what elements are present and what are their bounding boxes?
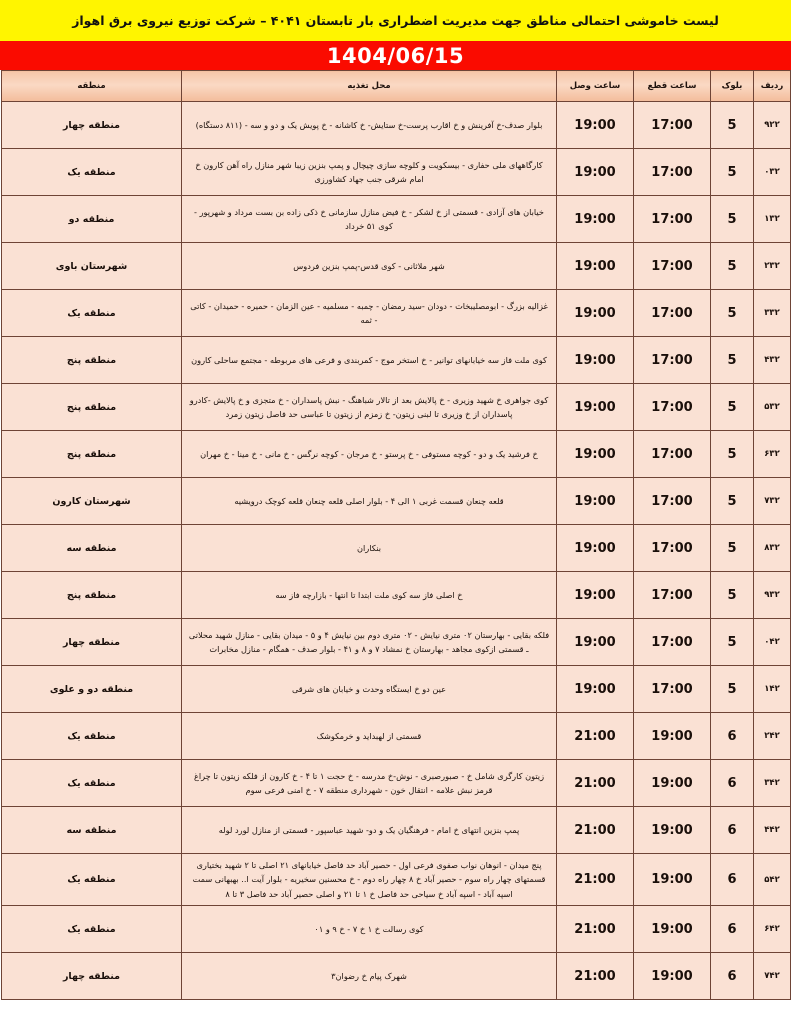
zone-cell: منطقه چهار [2, 102, 182, 149]
outage-time-cell: 19:00 [634, 953, 711, 1000]
column-header-row-number: ردیف [754, 71, 791, 102]
zone-cell: شهرستان باوی [2, 243, 182, 290]
zone-cell: منطقه چهار [2, 953, 182, 1000]
zone-cell: منطقه پنج [2, 572, 182, 619]
restore-time-cell: 21:00 [557, 906, 634, 953]
column-header-outage-time: ساعت قطع [634, 71, 711, 102]
feed-location-cell: قلعه چنعان قسمت غربی ۱ الی ۴ - بلوار اصلی قلعه چنعان قلعه کوچک درویشیه [182, 478, 557, 525]
restore-time-cell: 21:00 [557, 713, 634, 760]
restore-time-cell: 19:00 [557, 290, 634, 337]
date-bar [0, 41, 791, 70]
feed-location-cell: شهرک پیام خ رضوان۳ [182, 953, 557, 1000]
row-number-cell: ۲۳۲ [754, 243, 791, 290]
row-number-cell: ۲۴۱ [754, 666, 791, 713]
row-number-cell: ۲۲۹ [754, 102, 791, 149]
feed-location-cell: کوی رسالت خ ۱ خ ۷ - خ ۹ و ۱۰ [182, 906, 557, 953]
block-cell: 6 [711, 760, 754, 807]
row-number-cell: ۲۳۵ [754, 384, 791, 431]
feed-location-cell: قسمتی از لهبداید و خرمکوشک [182, 713, 557, 760]
table-row [2, 149, 791, 196]
block-cell: 5 [711, 243, 754, 290]
outage-time-cell: 17:00 [634, 243, 711, 290]
block-cell: 5 [711, 572, 754, 619]
block-cell: 5 [711, 478, 754, 525]
row-number-cell: ۲۴۵ [754, 854, 791, 906]
table-row [2, 953, 791, 1000]
zone-cell: شهرستان کارون [2, 478, 182, 525]
zone-cell: منطقه یک [2, 713, 182, 760]
table-row [2, 906, 791, 953]
column-header-zone: منطقه [2, 71, 182, 102]
block-cell: 6 [711, 854, 754, 906]
feed-location-cell: خیابان های آزادی - قسمتی از خ لشکر - خ فیض منازل سازمانی خ ذکی زاده بن بست مرداد و شهرپور - کوی ۱۵ خرداد [182, 196, 557, 243]
table-row [2, 854, 791, 906]
block-cell: 6 [711, 713, 754, 760]
block-cell: 6 [711, 807, 754, 854]
outage-time-cell: 17:00 [634, 149, 711, 196]
table-row [2, 478, 791, 525]
row-number-cell: ۲۳۳ [754, 290, 791, 337]
row-number-cell: ۲۳۱ [754, 196, 791, 243]
zone-cell: منطقه سه [2, 807, 182, 854]
feed-location-cell: خ اصلی فاز سه کوی ملت ابتدا تا انتها - بازارچه فاز سه [182, 572, 557, 619]
table-header [2, 71, 791, 102]
block-cell: 5 [711, 431, 754, 478]
feed-location-cell: پنج میدان - انوهان نواب صفوی فرعی اول - حصیر آباد حد فاصل خیابانهای ۱۲ اصلی تا ۲ شهید بختیاری قسمتهای چهار راه سوم - حصیر آباد خ ۸ چهار راه دوم - خ محسنین سخیریه - بلوار آیت ا.. بهبهانی سمت اسپه آباد - اسپه آباد خ سیاحی حد فاصل خ ۱ تا ۱۲ و اصلی حصیر آباد حد فاصل ۳ تا ۸ [182, 854, 557, 906]
zone-cell: منطقه یک [2, 290, 182, 337]
feed-location-cell: بنکاران [182, 525, 557, 572]
block-cell: 5 [711, 666, 754, 713]
restore-time-cell: 19:00 [557, 478, 634, 525]
zone-cell: منطقه پنج [2, 337, 182, 384]
outage-time-cell: 17:00 [634, 290, 711, 337]
restore-time-cell: 19:00 [557, 196, 634, 243]
column-header-feed-location: محل تغذیه [182, 71, 557, 102]
row-number-cell: ۲۴۷ [754, 953, 791, 1000]
column-header-block: بلوک [711, 71, 754, 102]
outage-time-cell: 19:00 [634, 807, 711, 854]
table-row [2, 619, 791, 666]
row-number-cell: ۲۴۰ [754, 619, 791, 666]
feed-location-cell: غزالیه بزرگ - ابومصلیبخات - دودان -سید رمضان - چمبه - مسلمیه - عین الزمان - حمیره - حمیدان - کاتی - ثمه [182, 290, 557, 337]
block-cell: 6 [711, 906, 754, 953]
table-row [2, 196, 791, 243]
outage-time-cell: 17:00 [634, 478, 711, 525]
zone-cell: منطقه یک [2, 854, 182, 906]
row-number-cell: ۲۳۷ [754, 478, 791, 525]
block-cell: 5 [711, 384, 754, 431]
restore-time-cell: 19:00 [557, 431, 634, 478]
restore-time-cell: 19:00 [557, 525, 634, 572]
row-number-cell: ۲۴۲ [754, 713, 791, 760]
row-number-cell: ۲۴۳ [754, 760, 791, 807]
restore-time-cell: 19:00 [557, 572, 634, 619]
block-cell: 5 [711, 525, 754, 572]
row-number-cell: ۲۳۰ [754, 149, 791, 196]
restore-time-cell: 21:00 [557, 953, 634, 1000]
table-row [2, 525, 791, 572]
table-row [2, 102, 791, 149]
table-row [2, 384, 791, 431]
schedule-date: 1404/06/15 [326, 43, 465, 68]
table-row [2, 807, 791, 854]
restore-time-cell: 19:00 [557, 102, 634, 149]
restore-time-cell: 19:00 [557, 149, 634, 196]
zone-cell: منطقه دو و علوی [2, 666, 182, 713]
restore-time-cell: 21:00 [557, 854, 634, 906]
outage-time-cell: 17:00 [634, 384, 711, 431]
table-row [2, 572, 791, 619]
table-container [0, 70, 791, 1024]
feed-location-cell: بلوار صدف-خ آفرینش و خ اقارب پرست-خ ستایش- خ کاشانه - خ پویش یک و دو و سه - (۱۱۸ دستگاه) [182, 102, 557, 149]
restore-time-cell: 19:00 [557, 666, 634, 713]
row-number-cell: ۲۴۴ [754, 807, 791, 854]
feed-location-cell: فلکه بقایی - بهارستان ۲۰ متری نیایش - ۲۰ متری دوم بین نیایش ۴ و ۵ - میدان بقایی - منازل شهید محلاتی ـ قسمتی ازکوی مجاهد - بهارستان خ نمشاد ۷ و ۸ و ۱۴ - بلوار صدف - همگام - منازل مخابرات [182, 619, 557, 666]
row-number-cell: ۲۳۹ [754, 572, 791, 619]
table-row [2, 337, 791, 384]
feed-location-cell: عین دو خ ایستگاه وحدت و خیابان های شرقی [182, 666, 557, 713]
outage-time-cell: 17:00 [634, 525, 711, 572]
zone-cell: منطقه سه [2, 525, 182, 572]
zone-cell: منطقه دو [2, 196, 182, 243]
block-cell: 5 [711, 619, 754, 666]
outage-time-cell: 19:00 [634, 760, 711, 807]
page-title: لیست خاموشی احتمالی مناطق جهت مدیریت اضطراری بار تابستان ۱۴۰۴ – شرکت توزیع نیروی برق اهواز [72, 12, 719, 28]
feed-location-cell: پمپ بنزین انتهای خ امام - فرهنگیان یک و دو- شهید عباسپور - قسمتی از منازل لورد لوله [182, 807, 557, 854]
outage-time-cell: 17:00 [634, 666, 711, 713]
block-cell: 5 [711, 337, 754, 384]
outage-time-cell: 17:00 [634, 572, 711, 619]
table-row [2, 290, 791, 337]
restore-time-cell: 19:00 [557, 384, 634, 431]
table-row [2, 760, 791, 807]
title-bar [0, 0, 791, 41]
block-cell: 5 [711, 196, 754, 243]
zone-cell: منطقه چهار [2, 619, 182, 666]
restore-time-cell: 19:00 [557, 337, 634, 384]
zone-cell: منطقه پنج [2, 384, 182, 431]
outage-time-cell: 19:00 [634, 713, 711, 760]
outage-time-cell: 17:00 [634, 196, 711, 243]
zone-cell: منطقه یک [2, 906, 182, 953]
row-number-cell: ۲۳۴ [754, 337, 791, 384]
outage-table [1, 70, 791, 1000]
zone-cell: منطقه پنج [2, 431, 182, 478]
outage-time-cell: 17:00 [634, 431, 711, 478]
restore-time-cell: 19:00 [557, 243, 634, 290]
restore-time-cell: 21:00 [557, 807, 634, 854]
block-cell: 5 [711, 102, 754, 149]
outage-time-cell: 17:00 [634, 102, 711, 149]
table-row [2, 431, 791, 478]
block-cell: 5 [711, 149, 754, 196]
feed-location-cell: کوی جواهری خ شهید وزیری - خ پالایش بعد از تالار شباهنگ - نبش پاسداران - خ متجزی و خ پالایش -کادرو پاسداران از خ وزیری تا لبنی زیتون- خ زمزم از زیتون تا عباسی حد فاصل زیتون زمرد [182, 384, 557, 431]
feed-location-cell: کوی ملت فاز سه خیابانهای توانیر - خ استخر موج - کمربندی و فرعی های مربوطه - مجتمع ساحلی کارون [182, 337, 557, 384]
feed-location-cell: شهر ملاثانی - کوی قدس-پمپ بنزین فردوس [182, 243, 557, 290]
block-cell: 6 [711, 953, 754, 1000]
feed-location-cell: زیتون کارگری شامل خ - صبورصبری - نوش-خ مدرسه - خ حجت ۱ تا ۴ - خ کارون از فلکه زیتون تا چراغ قرمز نبش علامه - انتقال خون - شهرداری منطقه ۷ - خ امنی فرعی سوم [182, 760, 557, 807]
outage-time-cell: 19:00 [634, 906, 711, 953]
block-cell: 5 [711, 290, 754, 337]
column-header-restore-time: ساعت وصل [557, 71, 634, 102]
feed-location-cell: کارگاههای ملی حفاری - بیسکویت و کلوچه سازی چیچال و پمپ بنزین زیبا شهر منازل راه آهن کارون خ امام شرقی جنب جهاد کشاورزی [182, 149, 557, 196]
row-number-cell: ۲۳۸ [754, 525, 791, 572]
table-row [2, 243, 791, 290]
zone-cell: منطقه یک [2, 760, 182, 807]
table-body [2, 102, 791, 1000]
table-row [2, 666, 791, 713]
row-number-cell: ۲۴۶ [754, 906, 791, 953]
restore-time-cell: 19:00 [557, 619, 634, 666]
feed-location-cell: خ فرشید یک و دو - کوچه مستوفی - خ پرستو - خ مرجان - کوچه نرگس - خ مانی - خ مینا - خ مهران [182, 431, 557, 478]
restore-time-cell: 21:00 [557, 760, 634, 807]
outage-time-cell: 17:00 [634, 337, 711, 384]
outage-time-cell: 19:00 [634, 854, 711, 906]
zone-cell: منطقه یک [2, 149, 182, 196]
table-header-row [2, 71, 791, 102]
row-number-cell: ۲۳۶ [754, 431, 791, 478]
table-row [2, 713, 791, 760]
outage-time-cell: 17:00 [634, 619, 711, 666]
